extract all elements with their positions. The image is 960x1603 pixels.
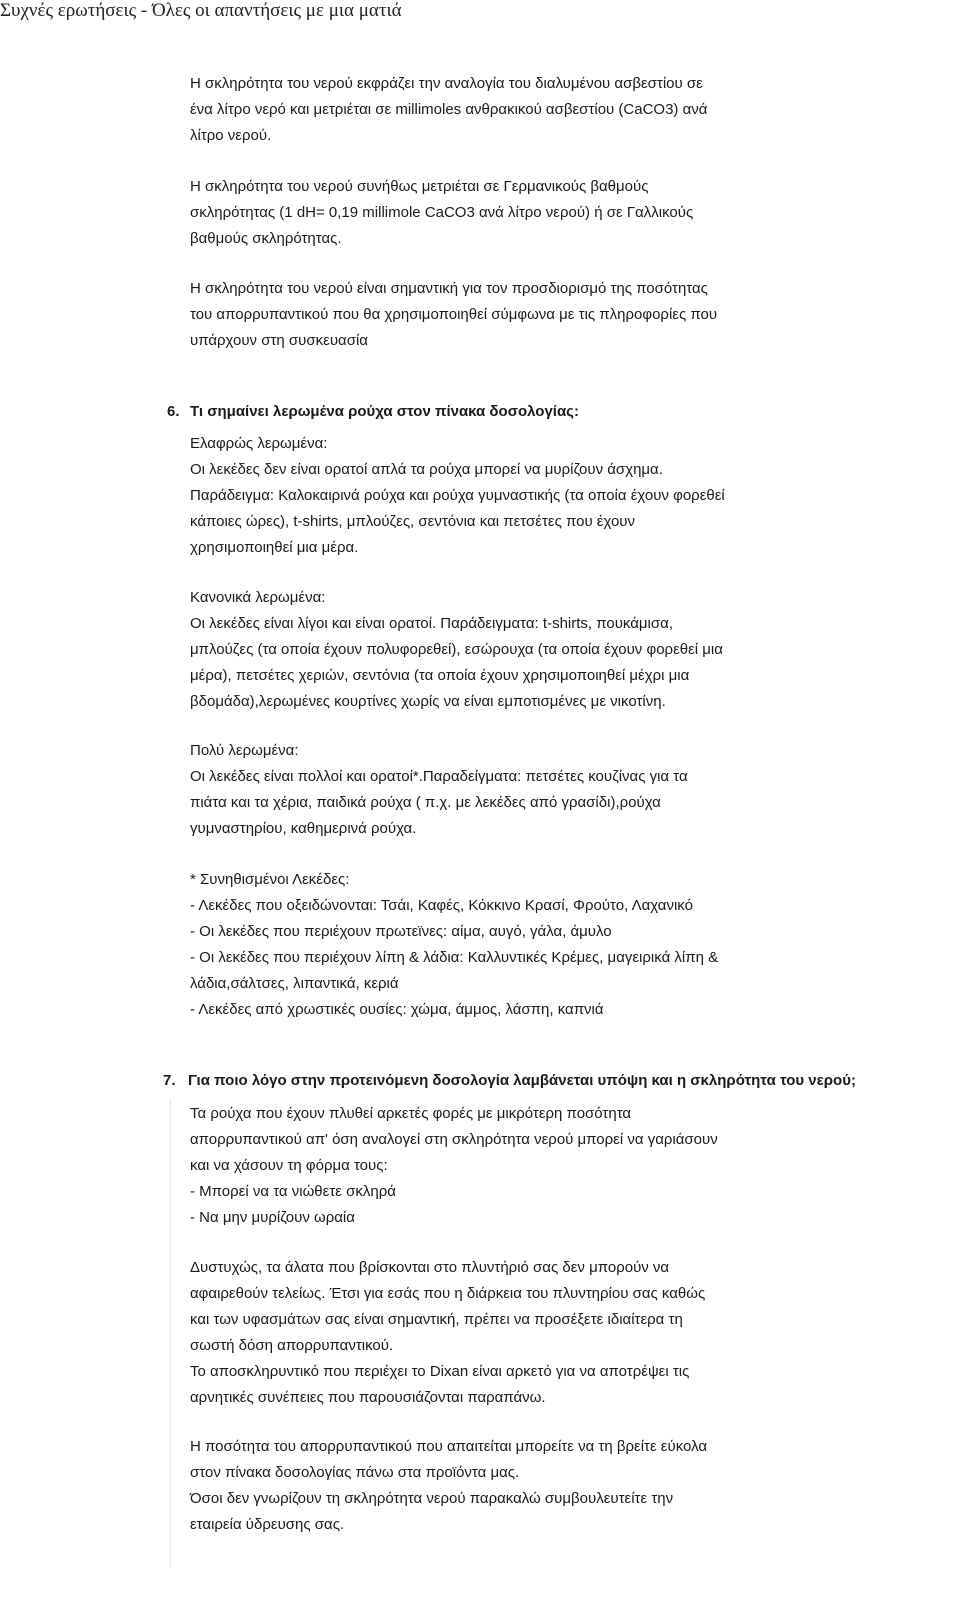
- text-line: Το αποσκληρυντικό που περιέχει το Dixan είναι αρκετό για να αποτρέψει τις: [190, 1363, 690, 1380]
- answer-7-paragraph-1: [190, 1101, 790, 1231]
- text-line: και να χάσουν τη φόρμα τους:: [190, 1157, 388, 1174]
- list-item: λάδια,σάλτσες, λιπαντικά, κεριά: [190, 975, 399, 992]
- text-line: βδομάδα),λερωμένες κουρτίνες χωρίς να είναι εμποτισμένες με νικοτίνη.: [190, 693, 666, 710]
- question-text: Για ποιο λόγο στην προτεινόμενη δοσολογία λαμβάνεται υπόψη και η σκληρότητα του νερού;: [188, 1072, 856, 1089]
- list-item: - Λεκέδες από χρωστικές ουσίες: χώμα, άμμος, λάσπη, καπνιά: [190, 1001, 604, 1018]
- text-line: μπλούζες (τα οποία έχουν πολυφορεθεί), εσώρουχα (τα οποία έχουν φορεθεί μια: [190, 641, 723, 658]
- normally-soiled-block: [190, 585, 790, 715]
- text-line: Η ποσότητα του απορρυπαντικού που απαιτείται μπορείτε να τη βρείτε εύκολα: [190, 1438, 708, 1455]
- hardness-paragraph-1: [190, 71, 790, 149]
- text-line: Οι λεκέδες δεν είναι ορατοί απλά τα ρούχα μπορεί να μυρίζουν άσχημα.: [190, 461, 663, 478]
- question-number: 7.: [163, 1072, 176, 1089]
- text-line: γυμναστηρίου, καθημερινά ρούχα.: [190, 820, 417, 837]
- list-item: - Οι λεκέδες που περιέχουν πρωτεϊνες: αίμα, αυγό, γάλα, άμυλο: [190, 923, 612, 940]
- common-stains-block: [190, 867, 790, 1023]
- text-line: χρησιμοποιηθεί μια μέρα.: [190, 539, 359, 556]
- text-line: και των υφασμάτων σας είναι σημαντική, πρέπει να προσέξετε ιδιαίτερα τη: [190, 1311, 683, 1328]
- text-line: Παράδειγμα: Καλοκαιρινά ρούχα και ρούχα γυμναστικής (τα οποία έχουν φορεθεί: [190, 487, 725, 504]
- hardness-paragraph-2: [190, 174, 790, 252]
- list-item: - Οι λεκέδες που περιέχουν λίπη & λάδια: Καλλυντικές Κρέμες, μαγειρικά λίπη &: [190, 949, 719, 966]
- page-header: Συχνές ερωτήσεις - Όλες οι απαντήσεις με μια ματιά: [0, 0, 402, 21]
- answer-7-paragraph-2: [190, 1255, 790, 1411]
- question-7-heading: [0, 1069, 960, 1093]
- text-line: Τα ρούχα που έχουν πλυθεί αρκετές φορές με μικρότερη ποσότητα: [190, 1105, 632, 1122]
- text-line: υπάρχουν στη συσκευασία: [190, 332, 368, 349]
- heavily-soiled-block: [190, 738, 790, 842]
- text-line: αφαιρεθούν τελείως. Έτσι για εσάς που η διάρκεια του πλυντηρίου σας καθώς: [190, 1285, 706, 1302]
- dotted-divider: [170, 1100, 171, 1570]
- text-line: εταιρεία ύδρευσης σας.: [190, 1516, 345, 1533]
- text-line: Η σκληρότητα του νερού συνήθως μετριέται σε Γερμανικούς βαθμούς: [190, 178, 649, 195]
- text-line: Δυστυχώς, τα άλατα που βρίσκονται στο πλυντήριό σας δεν μπορούν να: [190, 1259, 670, 1276]
- text-line: λίτρο νερού.: [190, 127, 272, 144]
- text-line: σκληρότητας (1 dH= 0,19 millimole CaCO3 ανά λίτρο νερού) ή σε Γαλλικούς: [190, 204, 694, 221]
- lightly-soiled-block: [190, 431, 790, 561]
- question-6-heading: [0, 400, 960, 424]
- text-line: απορρυπαντικού απ' όση αναλογεί στη σκληρότητα νερού μπορεί να γαριάσουν: [190, 1131, 718, 1148]
- list-item: - Λεκέδες που οξειδώνονται: Τσάι, Καφές, Κόκκινο Κρασί, Φρούτο, Λαχανικό: [190, 897, 693, 914]
- text-line: Η σκληρότητα του νερού εκφράζει την αναλογία του διαλυμένου ασβεστίου σε: [190, 75, 703, 92]
- list-item: - Μπορεί να τα νιώθετε σκληρά: [190, 1183, 396, 1200]
- subheading: Ελαφρώς λερωμένα:: [190, 435, 328, 452]
- question-number: 6.: [167, 403, 180, 420]
- subheading: Πολύ λερωμένα:: [190, 742, 299, 759]
- text-line: Η σκληρότητα του νερού είναι σημαντική για τον προσδιορισμό της ποσότητας: [190, 280, 708, 297]
- text-line: στον πίνακα δοσολογίας πάνω στα προϊόντα μας.: [190, 1464, 520, 1481]
- text-line: μέρα), πετσέτες χεριών, σεντόνια (τα οποία έχουν χρησιμοποιηθεί μέχρι μια: [190, 667, 690, 684]
- list-item: - Να μην μυρίζουν ωραία: [190, 1209, 355, 1226]
- text-line: του απορρυπαντικού που θα χρησιμοποιηθεί σύμφωνα με τις πληροφορίες που: [190, 306, 718, 323]
- question-text: Τι σημαίνει λερωμένα ρούχα στον πίνακα δοσολογίας:: [190, 403, 579, 420]
- hardness-paragraph-3: [190, 276, 790, 354]
- answer-7-paragraph-3: [190, 1434, 790, 1538]
- subheading: * Συνηθισμένοι Λεκέδες:: [190, 871, 350, 888]
- text-line: Οι λεκέδες είναι λίγοι και είναι ορατοί. Παράδειγματα: t-shirts, πουκάμισα,: [190, 615, 673, 632]
- text-line: Οι λεκέδες είναι πολλοί και ορατοί*.Παραδείγματα: πετσέτες κουζίνας για τα: [190, 768, 688, 785]
- text-line: Όσοι δεν γνωρίζουν τη σκληρότητα νερού παρακαλώ συμβουλευτείτε την: [190, 1490, 674, 1507]
- subheading: Κανονικά λερωμένα:: [190, 589, 326, 606]
- text-line: αρνητικές συνέπειες που παρουσιάζονται παραπάνω.: [190, 1389, 546, 1406]
- text-line: σωστή δόση απορρυπαντικού.: [190, 1337, 394, 1354]
- text-line: βαθμούς σκληρότητας.: [190, 230, 342, 247]
- text-line: ένα λίτρο νερό και μετριέται σε millimoles ανθρακικού ασβεστίου (CaCO3) ανά: [190, 101, 708, 118]
- text-line: κάποιες ώρες), t-shirts, μπλούζες, σεντόνια και πετσέτες που έχουν: [190, 513, 636, 530]
- text-line: πιάτα και τα χέρια, παιδικά ρούχα ( π.χ. με λεκέδες από γρασίδι),ρούχα: [190, 794, 661, 811]
